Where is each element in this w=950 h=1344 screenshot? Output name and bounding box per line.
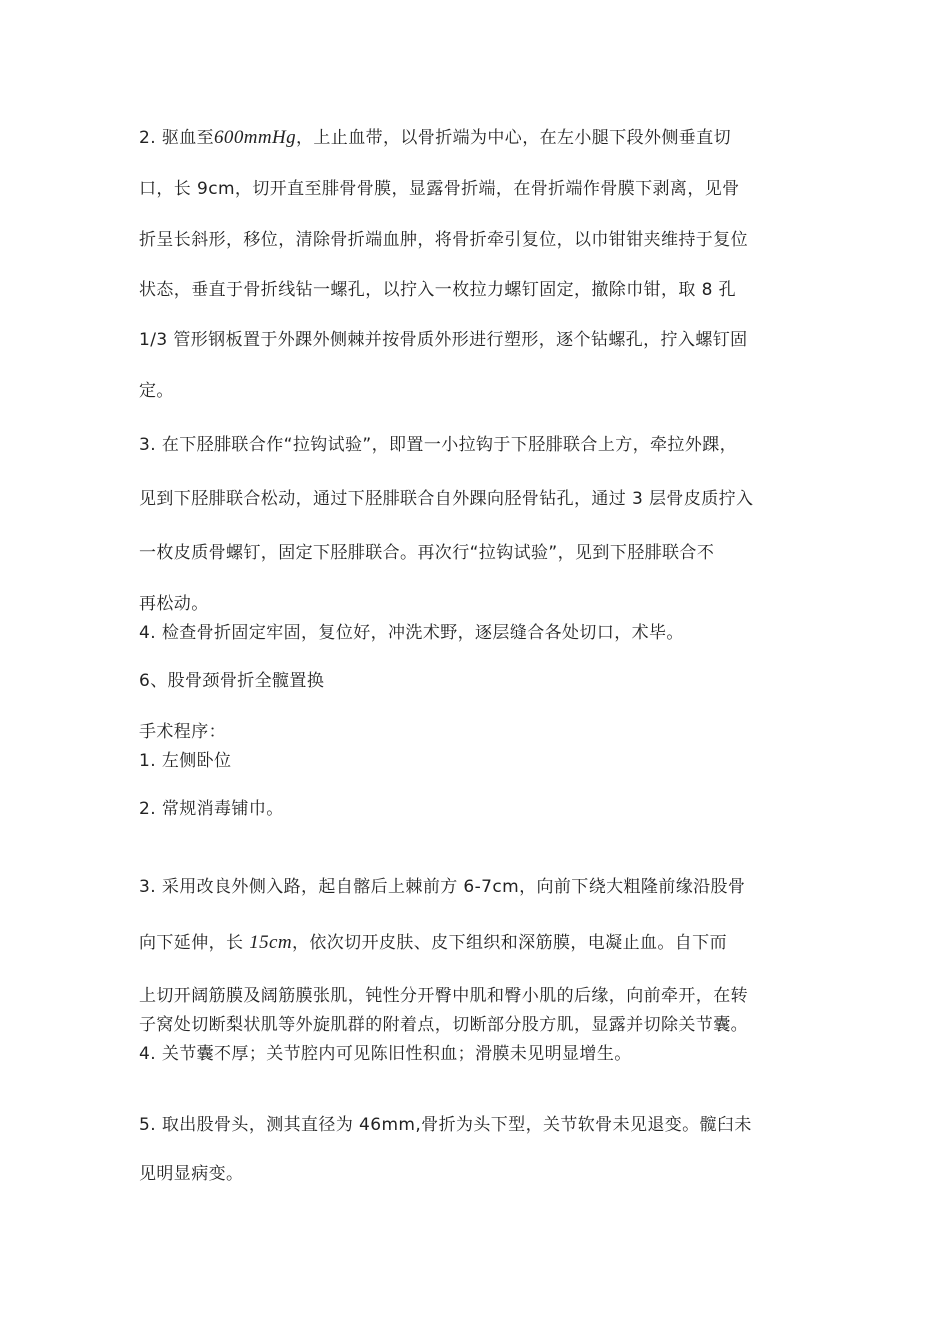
text-line: 1. 左侧卧位 <box>139 751 232 771</box>
text-line: 再松动。 <box>139 594 209 614</box>
text-line: 2. 驱血至600mmHg，上止血带，以骨折端为中心，在左小腿下段外侧垂直切 <box>139 127 731 148</box>
text-line: 2. 常规消毒铺巾。 <box>139 799 284 819</box>
text-line: 口，长 9cm，切开直至腓骨骨膜，显露骨折端，在骨折端作骨膜下剥离，见骨 <box>139 179 740 199</box>
text-line: 3. 在下胫腓联合作“拉钩试验”，即置一小拉钩于下胫腓联合上方，牵拉外踝， <box>139 435 738 455</box>
text-line: 手术程序： <box>139 722 226 742</box>
text-line: 一枚皮质骨螺钉，固定下胫腓联合。再次行“拉钩试验”，见到下胫腓联合不 <box>139 543 715 563</box>
text-line: 折呈长斜形，移位，清除骨折端血肿，将骨折牵引复位，以巾钳钳夹维持于复位 <box>139 230 748 250</box>
text-line: 向下延伸，长 15cm，依次切开皮肤、皮下组织和深筋膜，电凝止血。自下而 <box>139 932 727 953</box>
text-line: 子窝处切断梨状肌等外旋肌群的附着点，切断部分股方肌，显露并切除关节囊。 <box>139 1015 748 1035</box>
text-line: 5. 取出股骨头，测其直径为 46mm,骨折为头下型，关节软骨未见退变。髋臼未 <box>139 1115 752 1135</box>
text-line: 状态，垂直于骨折线钻一螺孔，以拧入一枚拉力螺钉固定，撤除巾钳，取 8 孔 <box>139 280 737 300</box>
section-heading: 6、股骨颈骨折全髋置换 <box>139 671 325 691</box>
text-line: 1/3 管形钢板置于外踝外侧棘并按骨质外形进行塑形，逐个钻螺孔，拧入螺钉固 <box>139 330 748 350</box>
text-line: 4. 关节囊不厚；关节腔内可见陈旧性积血；滑膜未见明显增生。 <box>139 1044 632 1064</box>
text-line: 4. 检查骨折固定牢固，复位好，冲洗术野，逐层缝合各处切口，术毕。 <box>139 623 684 643</box>
text-line: 见明显病变。 <box>139 1164 244 1184</box>
text-line: 定。 <box>139 381 174 401</box>
text-line: 见到下胫腓联合松动，通过下胫腓联合自外踝向胫骨钻孔，通过 3 层骨皮质拧入 <box>139 489 754 509</box>
text-line: 3. 采用改良外侧入路，起自髂后上棘前方 6-7cm，向前下绕大粗隆前缘沿股骨 <box>139 877 746 897</box>
text-line: 上切开阔筋膜及阔筋膜张肌，钝性分开臀中肌和臀小肌的后缘，向前牵开，在转 <box>139 986 748 1006</box>
